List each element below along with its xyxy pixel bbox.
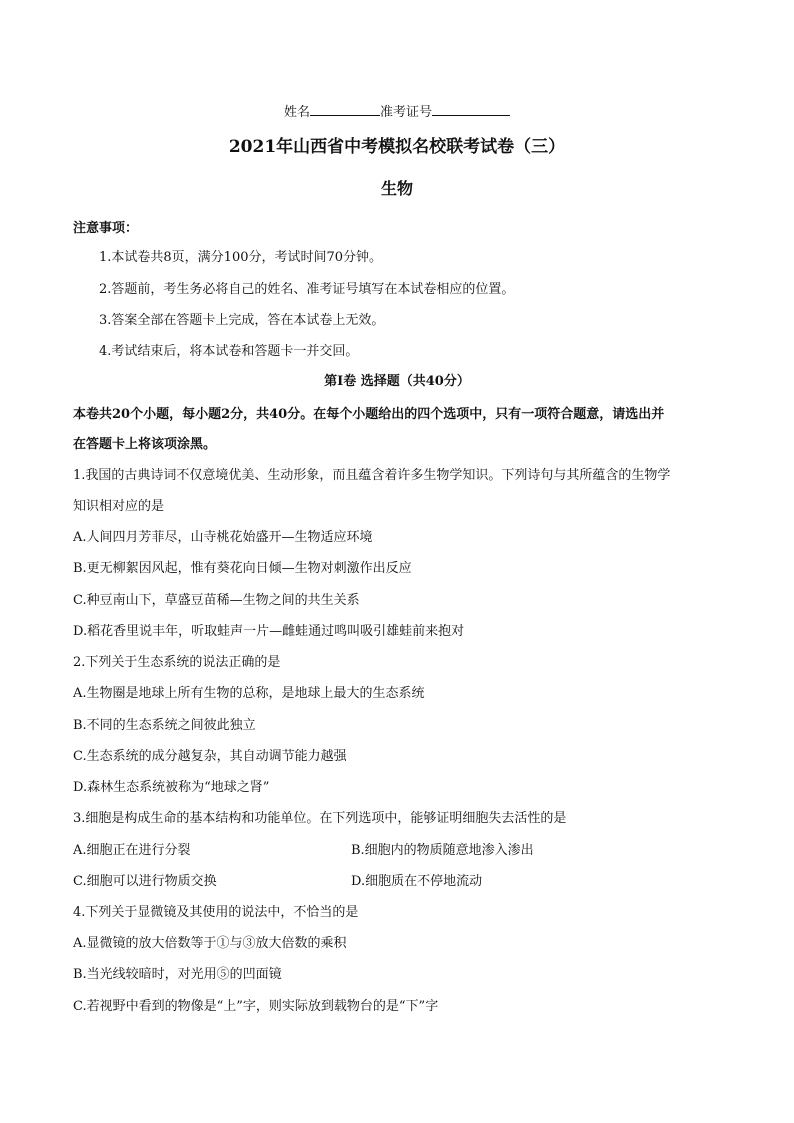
section-instruction: 在答题卡上将该项涂黑。	[73, 437, 217, 452]
question-option: C.若视野中看到的物像是“上”字，则实际放到载物台的是“下”字	[73, 999, 439, 1014]
exam-title: 2021年山西省中考模拟名校联考试卷（三）	[228, 137, 566, 157]
notice-item: 1.本试卷共8页，满分100分，考试时间70分钟。	[99, 250, 383, 265]
question-option: A.细胞正在进行分裂	[73, 843, 191, 858]
question-option: B.当光线较暗时，对光用⑤的凹面镜	[73, 967, 282, 982]
exam-id-label: 准考证号	[380, 105, 433, 120]
name-blank	[310, 103, 380, 116]
section-instruction: 本卷共20个小题，每小题2分，共40分。在每个小题给出的四个选项中，只有一项符合题意，请选出并	[73, 407, 665, 422]
notice-item: 4.考试结束后，将本试卷和答题卡一并交回。	[99, 344, 359, 359]
exam-id-blank	[432, 103, 510, 116]
candidate-info-line	[0, 103, 794, 122]
question-option: C.种豆南山下，草盛豆苗稀—生物之间的共生关系	[73, 593, 360, 608]
question-option: D.细胞质在不停地流动	[351, 874, 483, 889]
notice-heading: 注意事项：	[73, 221, 139, 236]
question-option: A.人间四月芳菲尽，山寺桃花始盛开—生物适应环境	[73, 530, 373, 545]
question-option: B.细胞内的物质随意地渗入渗出	[351, 843, 534, 858]
question-stem: 3.细胞是构成生命的基本结构和功能单位。在下列选项中，能够证明细胞失去活性的是	[73, 811, 567, 826]
question-option: B.不同的生态系统之间彼此独立	[73, 718, 256, 733]
question-option: D.稻花香里说丰年，听取蛙声一片—雌蛙通过鸣叫吸引雄蛙前来抱对	[73, 624, 465, 639]
notice-item: 3.答案全部在答题卡上完成，答在本试卷上无效。	[99, 313, 385, 328]
question-option: A.显微镜的放大倍数等于①与③放大倍数的乘积	[73, 936, 347, 951]
name-label: 姓名	[283, 105, 310, 120]
notice-item: 2.答题前，考生务必将自己的姓名、准考证号填写在本试卷相应的位置。	[99, 282, 515, 297]
section-title: 第Ⅰ卷 选择题（共40分）	[324, 374, 470, 389]
question-option: C.细胞可以进行物质交换	[73, 874, 217, 889]
question-option: B.更无柳絮因风起，惟有葵花向日倾—生物对刺激作出反应	[73, 561, 412, 576]
question-stem: 4.下列关于显微镜及其使用的说法中，不恰当的是	[73, 905, 359, 920]
question-stem: 知识相对应的是	[73, 499, 165, 514]
question-stem: 1.我国的古典诗词不仅意境优美、生动形象，而且蕴含着许多生物学知识。下列诗句与其所蕴含的生物学	[73, 468, 671, 483]
question-option: C.生态系统的成分越复杂，其自动调节能力越强	[73, 749, 347, 764]
subject-title: 生物	[380, 179, 413, 198]
question-stem: 2.下列关于生态系统的说法正确的是	[73, 655, 281, 670]
question-option: A.生物圈是地球上所有生物的总称，是地球上最大的生态系统	[73, 686, 425, 701]
question-option: D.森林生态系统被称为“地球之肾”	[73, 780, 270, 795]
